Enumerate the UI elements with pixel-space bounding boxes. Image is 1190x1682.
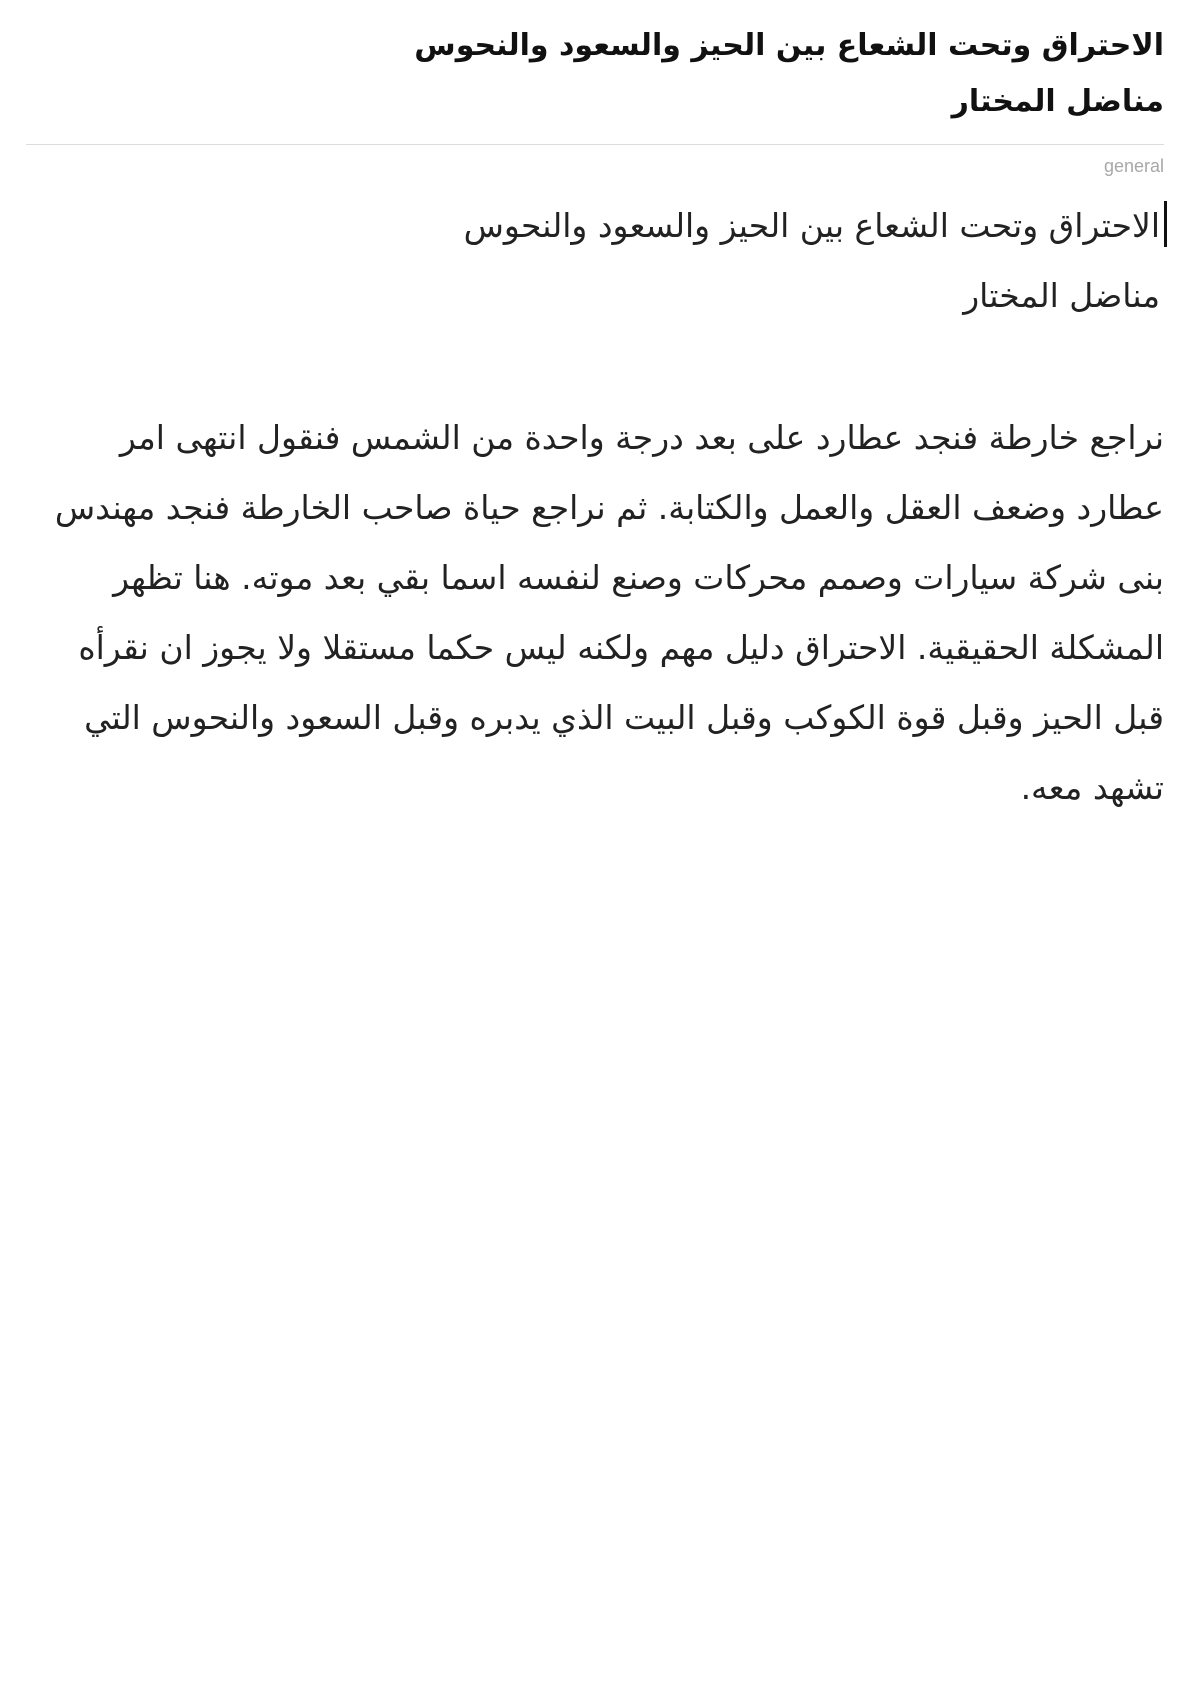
document-header [26,18,1164,130]
category-label: general [1103,156,1164,176]
blank-line [26,331,1164,403]
text-cursor [1164,201,1167,247]
header-divider [26,144,1164,145]
document-page [26,18,1164,1682]
text-editor[interactable] [26,191,1164,823]
body-paragraph[interactable]: نراجع خارطة فنجد عطارد على بعد درجة واحدة من الشمس فنقول انتهى امر عطارد وضعف العقل والعمل والكتابة. ثم نراجع حياة صاحب الخارطة فنجد مهندس بنى شركة سيارات وصمم محركات وصنع لنفسه اسما بقي بعد موته. هنا تظهر المشكلة الحقيقية. الاحتراق دليل مهم ولكنه ليس حكما مستقلا ولا يجوز ان نقرأه قبل الحيز وقبل قوة الكوكب وقبل البيت الذي يدبره وقبل السعود والنحوس التي تشهد معه. [54,418,1164,807]
header-title: الاحتراق وتحت الشعاع بين الحيز والسعود والنحوس [414,28,1164,63]
body-title[interactable]: الاحتراق وتحت الشعاع بين الحيز والسعود والنحوس [463,206,1160,245]
body-author[interactable]: مناضل المختار [963,276,1160,315]
header-author: مناضل المختار [951,84,1164,119]
